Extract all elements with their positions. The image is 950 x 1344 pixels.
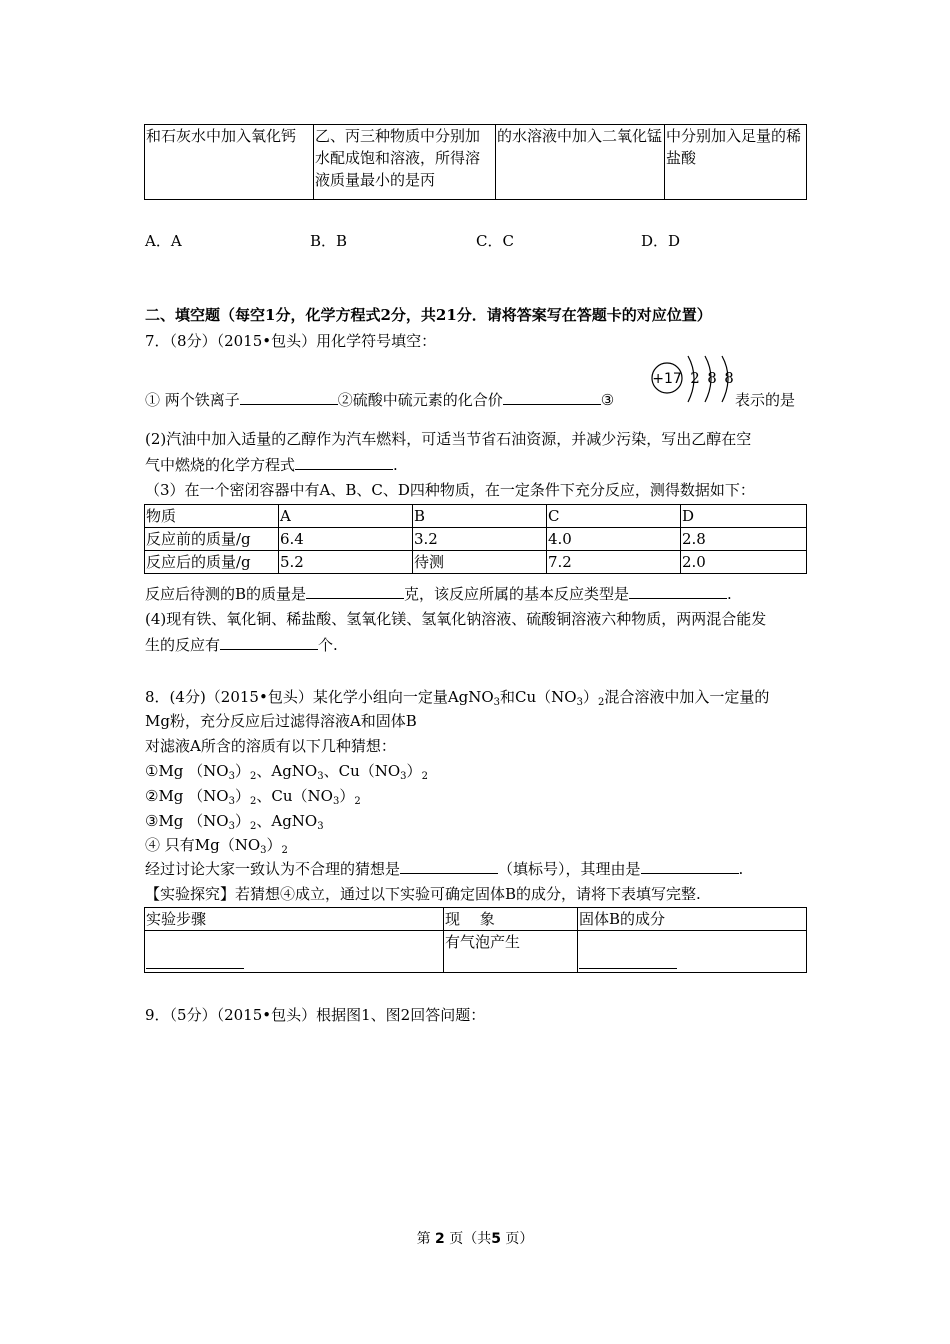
section-header: 二、填空题（每空1分，化学方程式2分，共21分．请将答案写在答题卡的对应位置） <box>145 306 712 324</box>
table-cell: 物质 <box>145 505 279 528</box>
table-cell: 反应后的质量/g <box>145 551 279 574</box>
table-cell: 6.4 <box>279 528 413 551</box>
q7-line1: ① 两个铁离子 ②硫酸中硫元素的化合价 ③ <box>145 391 615 409</box>
option-b: B．B <box>310 232 348 250</box>
q7-part2-line1: (2)汽油中加入适量的乙醇作为汽车燃料，可适当节省石油资源，并减少污染，写出乙醇在空 <box>145 430 752 448</box>
atom-nucleus: +17 <box>652 371 682 387</box>
table-row <box>145 528 807 551</box>
atom-shell-1: 2 <box>690 369 700 387</box>
table-row <box>145 505 807 528</box>
table-row <box>145 551 807 574</box>
q7-line1-end: 表示的是 <box>735 391 796 409</box>
table-cell <box>145 931 444 973</box>
table-cell: 7.2 <box>547 551 681 574</box>
q7-part2-line2: 气中燃烧的化学方程式 . <box>145 456 398 474</box>
page-total: 5 <box>491 1231 501 1247</box>
option-c: C．C <box>476 232 514 250</box>
table-cell: D <box>681 505 807 528</box>
top-table-cell: 和石灰水中加入氧化钙 <box>145 125 314 200</box>
q7-title: 7．（8分）（2015•包头）用化学符号填空： <box>145 332 437 350</box>
top-table-cell: 乙、丙三种物质中分别加水配成饱和溶液，所得溶液质量最小的是丙 <box>314 125 496 200</box>
q9-title: 9．（5分）（2015•包头）根据图1、图2回答问题： <box>145 1006 486 1024</box>
top-table-cell: 中分别加入足量的稀盐酸 <box>665 125 807 200</box>
table-cell: B <box>413 505 547 528</box>
table-row <box>145 908 807 931</box>
q8-line9: 【实验探究】若猜想④成立，通过以下实验可确定固体B的成分，请将下表填写完整. <box>145 885 701 903</box>
q8-guess-1: ①Mg $(NO_3)_2$、AgNO$_3$、$Cu(NO_3)_2$ <box>145 762 428 782</box>
table-cell: 现 象 <box>444 908 578 931</box>
table-row <box>145 931 807 973</box>
atom-shell-3: 8 <box>724 369 734 387</box>
table-cell: A <box>279 505 413 528</box>
q8-line1: 8．(4分)（2015•包头）某化学小组向一定量AgNO$_3$和$Cu(NO_3)_2$混合溶液中加入一定量的 <box>145 688 770 708</box>
table-cell: 反应前的质量/g <box>145 528 279 551</box>
page-number: 2 <box>435 1231 445 1247</box>
table-cell: 固体B的成分 <box>578 908 807 931</box>
table-cell: 2.8 <box>681 528 807 551</box>
q7-part4-line1: (4)现有铁、氧化铜、稀盐酸、氢氧化镁、氢氧化钠溶液、硫酸铜溶液六种物质，两两混合能发 <box>145 610 767 628</box>
top-table-cell: 的水溶液中加入二氧化锰 <box>496 125 665 200</box>
table-cell: 有气泡产生 <box>444 931 578 973</box>
q8-guess-3: ③Mg $(NO_3)_2$、AgNO$_3$ <box>145 812 324 832</box>
q8-line8: 经过讨论大家一致认为不合理的猜想是 （填标号），其理由是 . <box>145 860 744 878</box>
q8-line2: Mg粉，充分反应后过滤得溶液A和固体B <box>145 712 417 730</box>
page-footer: 第 2 页（共5 页） <box>416 1231 534 1247</box>
q7-after-table: 反应后待测的B的质量是 克，该反应所属的基本反应类型是 . <box>145 585 732 603</box>
q8-guess-4: ④ 只有$Mg(NO_3)_2$ <box>145 836 288 856</box>
table-cell <box>578 931 807 973</box>
table-cell: 3.2 <box>413 528 547 551</box>
table-cell: 2.0 <box>681 551 807 574</box>
table-cell: 5.2 <box>279 551 413 574</box>
table-cell: 4.0 <box>547 528 681 551</box>
table-cell: C <box>547 505 681 528</box>
table-cell: 实验步骤 <box>145 908 444 931</box>
q7-part3: （3）在一个密闭容器中有A、B、C、D四种物质，在一定条件下充分反应，测得数据如下： <box>145 481 755 499</box>
q8-line3: 对滤液A所含的溶质有以下几种猜想： <box>145 737 396 755</box>
option-a: A．A <box>145 232 182 250</box>
option-d: D．D <box>641 232 681 250</box>
q8-guess-2: ②Mg $(NO_3)_2$、$Cu(NO_3)_2$ <box>145 787 361 807</box>
atom-shell-2: 8 <box>707 369 717 387</box>
q7-part4-line2: 生的反应有 个. <box>145 636 338 654</box>
table-cell: 待测 <box>413 551 547 574</box>
atom-structure-diagram <box>648 350 738 408</box>
top-table <box>144 124 807 200</box>
q7-data-table <box>144 504 807 574</box>
q8-experiment-table <box>144 907 807 973</box>
